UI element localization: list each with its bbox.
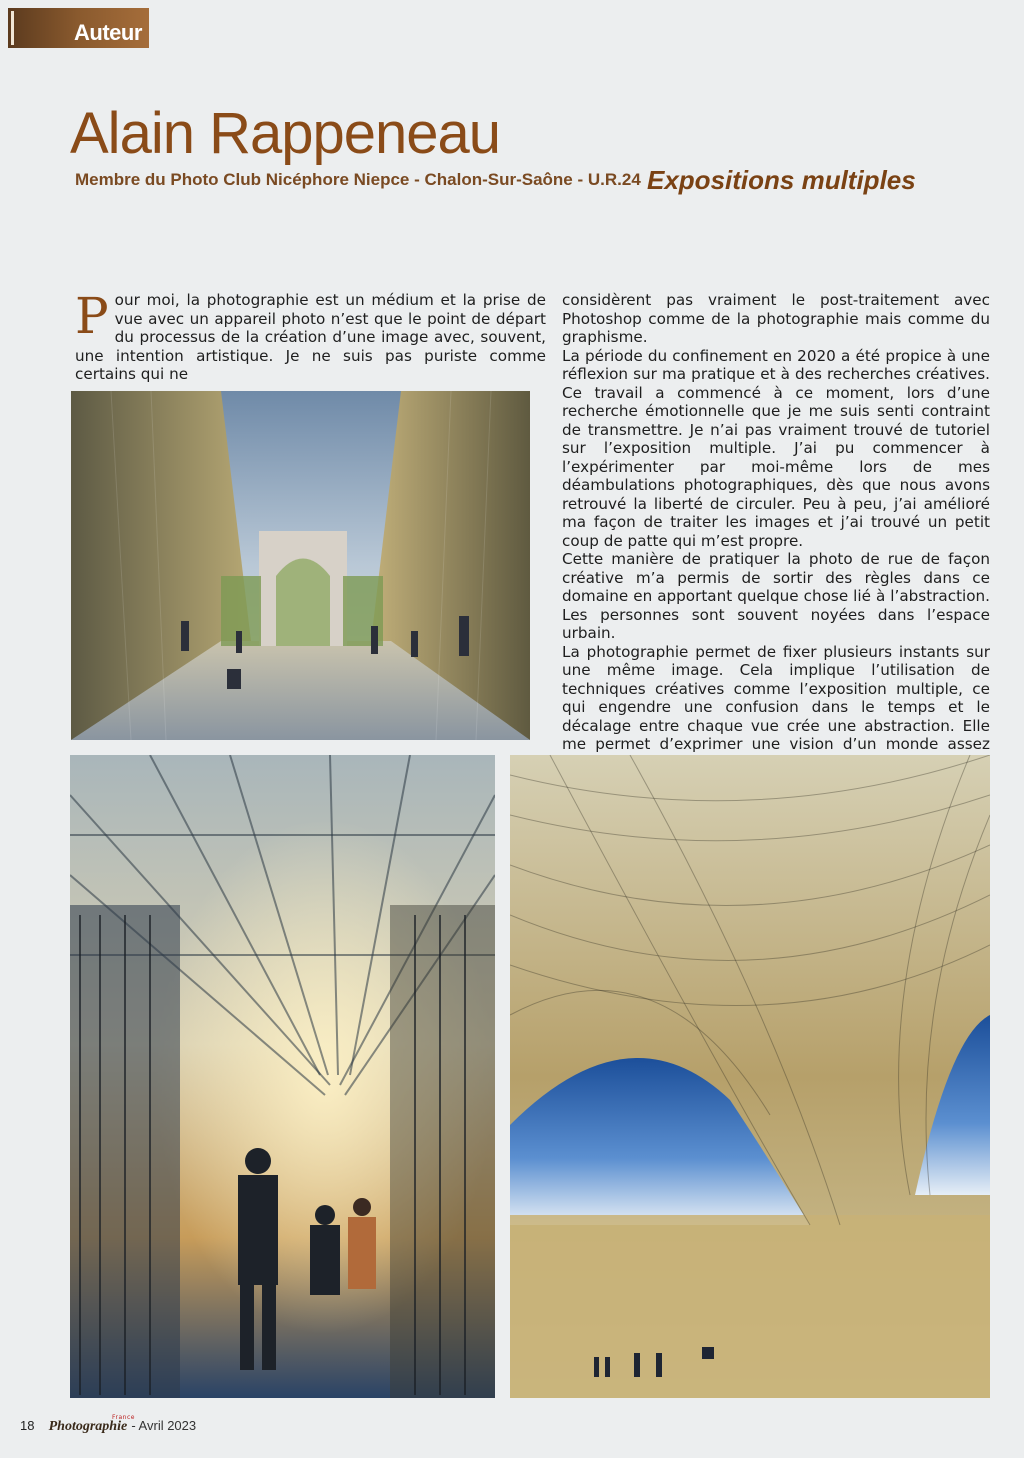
article-column-right <box>562 291 990 772</box>
article-title: Expositions multiples <box>647 165 916 195</box>
page-footer <box>20 1414 197 1435</box>
photo-street-arch-image <box>71 391 530 740</box>
photo-glass-gallery <box>70 755 495 1398</box>
drop-cap: P <box>75 287 109 345</box>
magazine-name: Photographie <box>48 1419 128 1434</box>
magazine-name-small: France <box>112 1414 135 1421</box>
page-number: 18 <box>20 1418 35 1433</box>
paragraph: La photographie permet de fixer plusieurs instants sur une même image. Cela implique l’utilisation de techniques créatives comme l’exposition multiple, ce qui engendre une confusion dans le temps et le décalage entre chaque vue crée une abstraction. Elle me permet d’exprimer une vision d’un monde assez <box>562 642 990 753</box>
author-name: Alain Rappeneau <box>70 101 501 166</box>
section-tag <box>8 8 149 48</box>
paragraph: Cette manière de pratiquer la photo de rue de façon créative m’a permis de sortir des règles dans ce domaine en apportant quelque chose lié à l’abstraction. Les personnes sont souvent noyées dans l’espace urbain. <box>562 550 990 642</box>
paragraph: La période du confinement en 2020 a été propice à une réflexion sur ma pratique et à des recherches créatives. Ce travail a commencé à ce moment, lors d’une recherche émotionnelle que je me suis senti contraint de transmettre. Je n’ai pas vraiment trouvé de tutoriel sur l’exposition multiple. J’ai pu commencer à l’expérimenter par moi-même lors de mes déambulations photographiques, dès que nous avons retrouvé la liberté de circuler. Peu à peu, j’ai amélioré ma façon de traiter les images et j’ai trouvé un petit coup de patte qui m’est propre. <box>562 346 990 550</box>
paragraph-intro: our moi, la photographie est un médium et la prise de vue avec un appareil photo n’est que le point de départ du processus de la création d’une image avec, souvent, une intention artistique. Je ne suis pas puriste comme certains qui ne <box>75 291 546 383</box>
issue-date: - Avril 2023 <box>131 1418 197 1433</box>
photo-street-arch <box>71 391 530 740</box>
photo-concrete-arch <box>510 755 990 1398</box>
section-tag-label: Auteur <box>74 20 142 45</box>
photo-glass-gallery-image <box>70 755 495 1398</box>
author-subtitle: Membre du Photo Club Nicéphore Niepce - Chalon-Sur-Saône - U.R.24 <box>75 170 641 189</box>
photo-concrete-arch-image <box>510 755 990 1398</box>
paragraph: considèrent pas vraiment le post-traitement avec Photoshop comme de la photographie mais comme du graphisme. <box>562 291 990 346</box>
article-column-left <box>75 287 546 384</box>
